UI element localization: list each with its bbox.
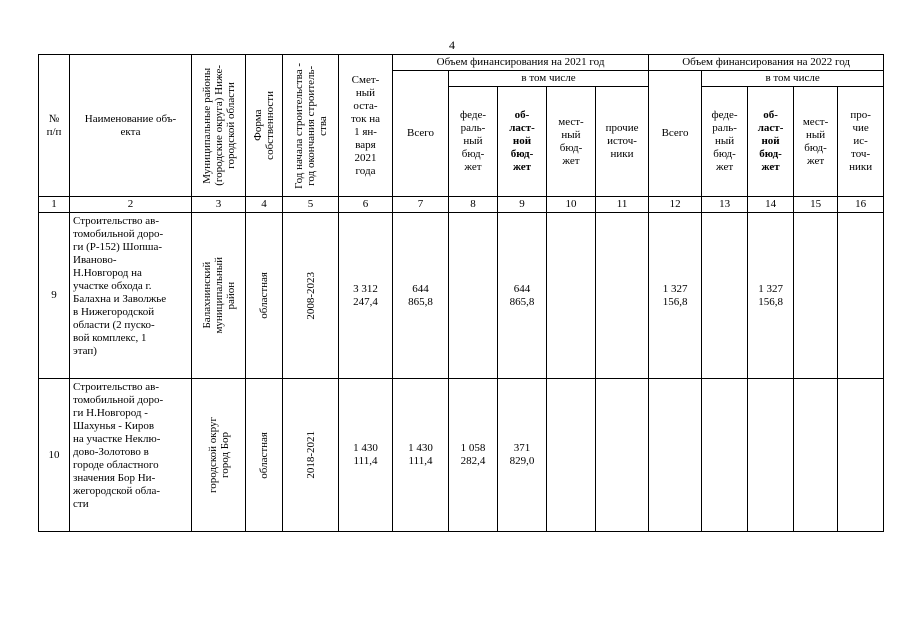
header-regional-2021: об- ласт- ной бюд- жет — [498, 87, 547, 197]
object-name: Строительство ав- томобильной доро- ги Н.Новгород - Шахунья - Киров на участке Неклю- дово-Золотово в городе областного значения Бор Ни- жегородской обла- сти — [70, 379, 192, 532]
total-2021: 644 865,8 — [393, 213, 449, 379]
header-local-2021: мест- ный бюд- жет — [547, 87, 596, 197]
total-2021: 1 430 111,4 — [393, 379, 449, 532]
header-including-2022: в том числе — [702, 71, 884, 87]
header-num: № п/п — [39, 55, 70, 197]
row-number: 10 — [39, 379, 70, 532]
column-number: 10 — [547, 197, 596, 213]
federal-2022 — [702, 213, 748, 379]
column-number: 1 — [39, 197, 70, 213]
header-federal-2021: феде- раль- ный бюд- жет — [449, 87, 498, 197]
header-financing-2022: Объем финансирования на 2022 год — [649, 55, 884, 71]
total-2022 — [649, 379, 702, 532]
local-2022 — [794, 213, 838, 379]
column-number: 12 — [649, 197, 702, 213]
header-ownership: Форма собственности — [246, 55, 283, 197]
table-row — [39, 379, 884, 532]
local-2021 — [547, 379, 596, 532]
column-number: 13 — [702, 197, 748, 213]
other-2021 — [596, 379, 649, 532]
header-total-2021: Всего — [393, 71, 449, 197]
column-number: 14 — [748, 197, 794, 213]
ownership: областная — [246, 213, 283, 379]
financing-table — [38, 54, 884, 532]
header-total-2022: Всего — [649, 71, 702, 197]
header-including-2021: в том числе — [449, 71, 649, 87]
object-name: Строительство ав- томобильной доро- ги (Р-152) Шопша- Иваново- Н.Новгород на участке обхода г. Балахна и Заволжье в Нижегородской области (2 пуско- вой комплекс, 1 этап) — [70, 213, 192, 379]
header-years: Год начала строительства - год окончания строитель- ства — [283, 55, 339, 197]
column-number: 8 — [449, 197, 498, 213]
district: городской округ город Бор — [192, 379, 246, 532]
ownership: областная — [246, 379, 283, 532]
regional-2021: 644 865,8 — [498, 213, 547, 379]
row-number: 9 — [39, 213, 70, 379]
construction-years: 2018-2021 — [283, 379, 339, 532]
column-number: 7 — [393, 197, 449, 213]
total-2022: 1 327 156,8 — [649, 213, 702, 379]
header-local-2022: мест- ный бюд- жет — [794, 87, 838, 197]
estimated-remainder: 3 312 247,4 — [339, 213, 393, 379]
federal-2021 — [449, 213, 498, 379]
other-2022 — [838, 379, 884, 532]
table-row — [39, 213, 884, 379]
header-remainder: Смет- ный оста- ток на 1 ян- варя 2021 года — [339, 55, 393, 197]
page-number: 4 — [449, 38, 455, 52]
other-2022 — [838, 213, 884, 379]
column-number: 11 — [596, 197, 649, 213]
header-name: Наименование объ- екта — [70, 55, 192, 197]
regional-2021: 371 829,0 — [498, 379, 547, 532]
column-number: 5 — [283, 197, 339, 213]
other-2021 — [596, 213, 649, 379]
column-number: 9 — [498, 197, 547, 213]
column-number: 15 — [794, 197, 838, 213]
header-regional-2022: об- ласт- ной бюд- жет — [748, 87, 794, 197]
local-2021 — [547, 213, 596, 379]
header-other-2021: прочие источ- ники — [596, 87, 649, 197]
federal-2021: 1 058 282,4 — [449, 379, 498, 532]
header-district: Муниципальные районы (городские округа) Ниже- городской области — [192, 55, 246, 197]
estimated-remainder: 1 430 111,4 — [339, 379, 393, 532]
district: Балахнинский муниципальный район — [192, 213, 246, 379]
regional-2022: 1 327 156,8 — [748, 213, 794, 379]
column-number: 4 — [246, 197, 283, 213]
header-financing-2021: Объем финансирования на 2021 год — [393, 55, 649, 71]
header-federal-2022: феде- раль- ный бюд- жет — [702, 87, 748, 197]
construction-years: 2008-2023 — [283, 213, 339, 379]
column-number: 6 — [339, 197, 393, 213]
regional-2022 — [748, 379, 794, 532]
header-other-2022: про- чие ис- точ- ники — [838, 87, 884, 197]
federal-2022 — [702, 379, 748, 532]
column-number: 3 — [192, 197, 246, 213]
column-number: 16 — [838, 197, 884, 213]
local-2022 — [794, 379, 838, 532]
column-number: 2 — [70, 197, 192, 213]
column-number-row — [39, 197, 884, 213]
